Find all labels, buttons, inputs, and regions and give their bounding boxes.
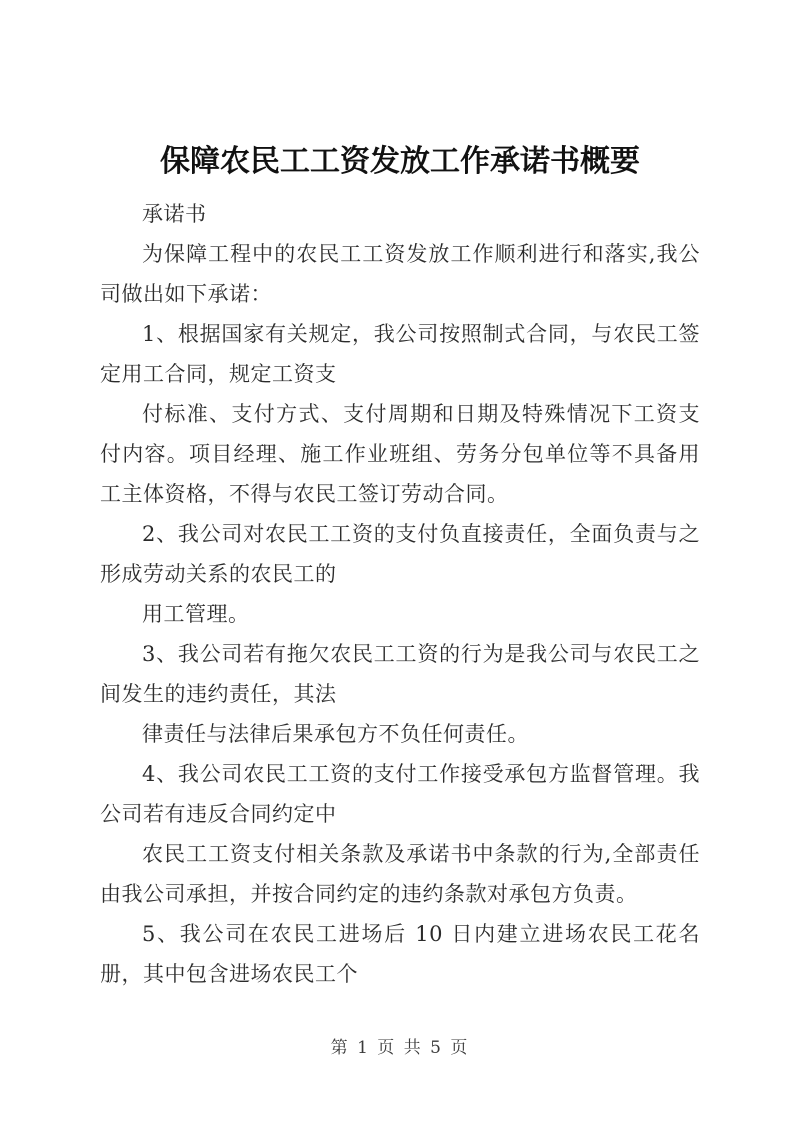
document-body <box>100 194 700 994</box>
document-title: 保障农民工工资发放工作承诺书概要 <box>160 144 640 179</box>
paragraph-item1: 1、根据国家有关规定，我公司按照制式合同，与农民工签定用工合同，规定工资支 <box>100 322 700 386</box>
paragraph-item1-cont: 付标准、支付方式、支付周期和日期及特殊情况下工资支付内容。项目经理、施工作业班组、劳务分包单位等不具备用工主体资格，不得与农民工签订劳动合同。 <box>100 402 700 506</box>
paragraph-item2: 2、我公司对农民工工资的支付负直接责任，全面负责与之形成劳动关系的农民工的 <box>100 522 700 586</box>
paragraph-item4-cont: 农民工工资支付相关条款及承诺书中条款的行为,全部责任由我公司承担，并按合同约定的违约条款对承包方负责。 <box>100 842 700 906</box>
paragraph-chengnuoshu: 承诺书 <box>142 202 207 226</box>
paragraph-item2-cont: 用工管理。 <box>142 602 250 626</box>
paragraph-item5: 5、我公司在农民工进场后 10 日内建立进场农民工花名册，其中包含进场农民工个 <box>100 922 700 986</box>
paragraph-item4: 4、我公司农民工工资的支付工作接受承包方监督管理。我公司若有违反合同约定中 <box>100 762 700 826</box>
paragraph-item3-cont: 律责任与法律后果承包方不负任何责任。 <box>142 722 529 746</box>
paragraph-item3: 3、我公司若有拖欠农民工工资的行为是我公司与农民工之间发生的违约责任，其法 <box>100 642 700 706</box>
paragraph-intro: 为保障工程中的农民工工资发放工作顺利进行和落实,我公司做出如下承诺： <box>100 242 700 306</box>
page-number-footer: 第 1 页 共 5 页 <box>330 1038 470 1058</box>
